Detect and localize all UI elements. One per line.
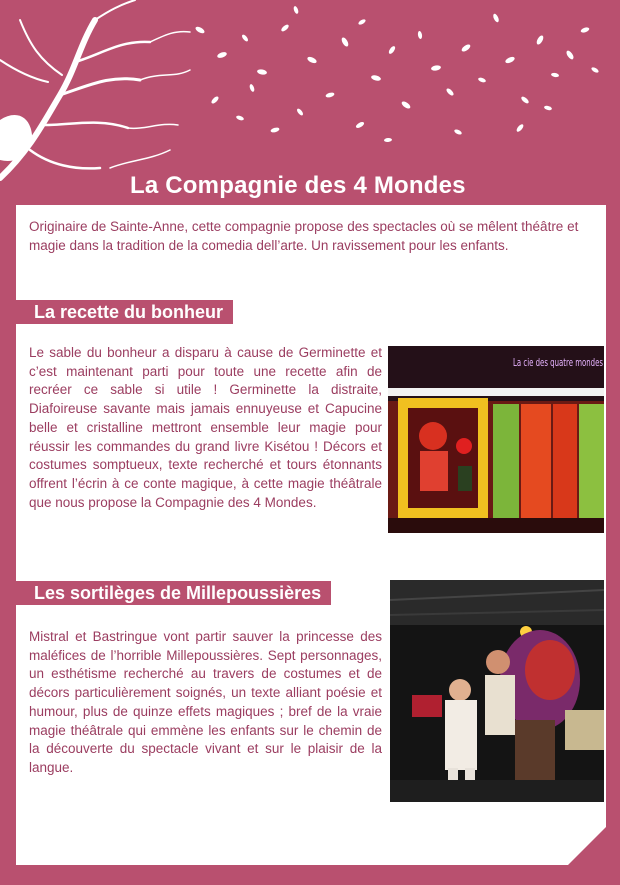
page-title: La Compagnie des 4 Mondes (130, 172, 466, 199)
section-heading-sortileges: Les sortilèges de Millepoussières (16, 581, 331, 605)
stage-photo-sortileges (390, 580, 604, 802)
content-panel (16, 205, 606, 865)
folded-corner (568, 827, 606, 865)
section-heading-recette: La recette du bonheur (16, 300, 233, 324)
stage-sign-text: La cie des quatre mondes (513, 356, 604, 369)
stage-photo-recette (388, 346, 604, 533)
section-text-recette: Le sable du bonheur a disparu à cause de Germinette et c’est maintenant parti pour toute une recette afin de recréer ce sable si utile ! Germinette la distraite, Diafoireuse savante mais jamais ennuyeuse et Capucine belle et cristalline mettront ensemble leur magie pour réussir les commandes du grand livre Kisétou ! Décors et costumes somptueux, texte recherché et tours étonnants offrent l’écrin à ce conte magique, à cette magie théâtrale que nous propose la Compagnie des 4 Mondes. (29, 345, 382, 510)
section-text-sortileges: Mistral et Bastringue vont partir sauver la princesse des maléfices de l’horrible Millepoussières. Sept personnages, un esthétisme recherché au travers de costumes et de décors particulièrement soignés, un texte alliant poésie et humour, plus de quinze effets magiques ; bref de la vraie magie théâtrale qui emmène les enfants sur le chemin de la découverte du spectacle vivant et sur le plaisir de la langue. (29, 629, 382, 775)
intro-paragraph: Originaire de Sainte-Anne, cette compagnie propose des spectacles où se mêlent théâtre et magie dans la tradition de la comedia dell’arte. Un ravissement pour les enfants. (29, 219, 579, 253)
tree-leaves-decoration (0, 0, 620, 200)
